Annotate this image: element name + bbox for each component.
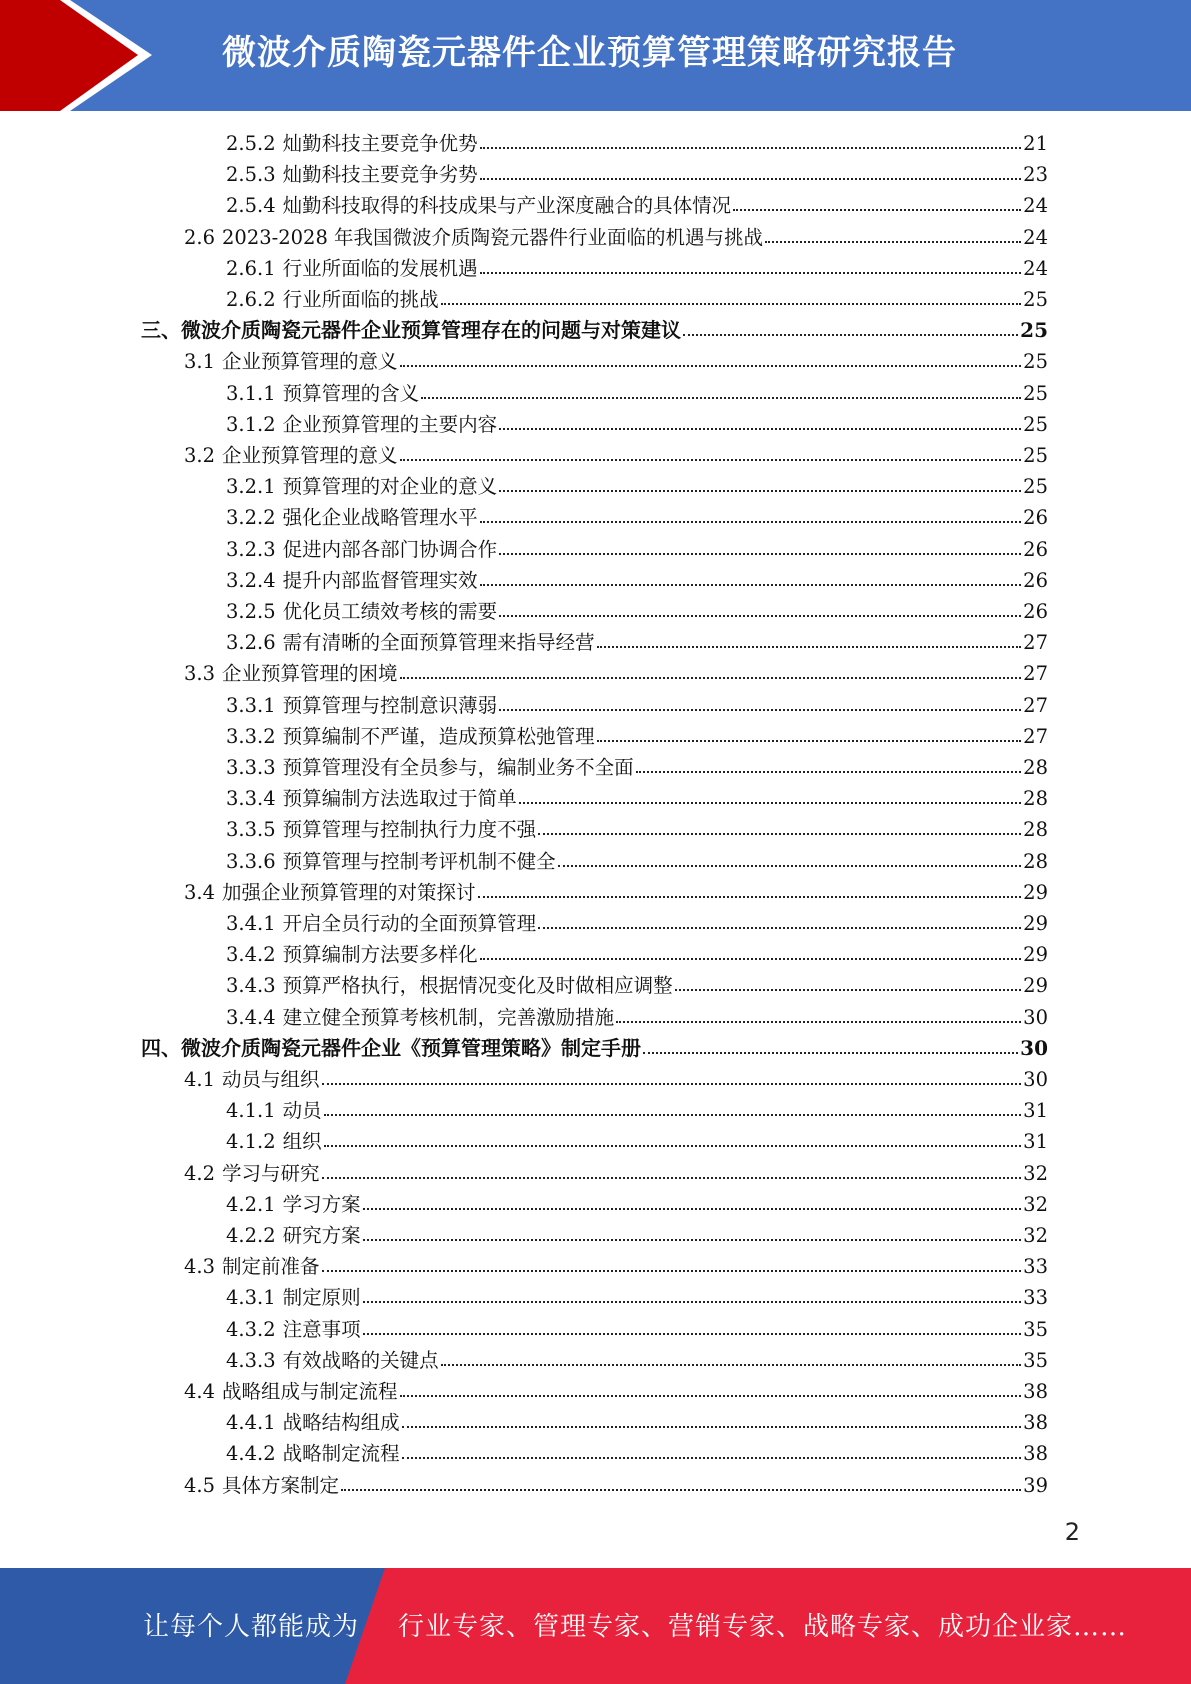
toc-entry-number: 3.4 [184, 880, 216, 904]
toc-entry-title: 强化企业战略管理水平 [282, 506, 478, 530]
toc-entry-page: 33 [1023, 1255, 1048, 1279]
toc-dot-leader [478, 880, 1022, 898]
toc-entry-page: 25 [1023, 475, 1048, 499]
toc-entry[interactable] [184, 222, 1048, 253]
toc-entry-number: 2.5.3 [226, 163, 276, 187]
toc-entry-title: 提升内部监督管理实效 [282, 568, 478, 592]
toc-dot-leader [616, 1005, 1021, 1023]
toc-entry-page: 28 [1023, 818, 1048, 842]
toc-entry[interactable] [184, 658, 1048, 689]
toc-entry-number: 4.2.1 [226, 1192, 276, 1216]
toc-entry-number: 4.1.2 [226, 1130, 276, 1154]
toc-entry-page: 35 [1023, 1348, 1048, 1372]
toc-dot-leader [324, 1129, 1022, 1147]
toc-entry[interactable] [184, 1376, 1048, 1407]
toc-dot-leader [558, 849, 1022, 867]
toc-entry[interactable] [226, 378, 1048, 409]
toc-entry-title: 优化员工绩效考核的需要 [282, 600, 498, 623]
toc-entry-number: 3.2.4 [226, 568, 276, 592]
toc-entry-title: 加强企业预算管理的对策探讨 [222, 880, 476, 904]
toc-entry-title: 组织 [282, 1130, 322, 1154]
toc-dot-leader [400, 443, 1022, 461]
toc-entry-page: 38 [1023, 1442, 1048, 1466]
toc-entry-number: 3.2 [184, 444, 216, 467]
toc-entry[interactable] [226, 939, 1048, 970]
footer-slogan-left: 让每个人都能成为 [143, 1612, 360, 1642]
toc-dot-leader [402, 1441, 1022, 1459]
toc-dot-leader [441, 1348, 1022, 1366]
toc-entry-page: 28 [1023, 787, 1048, 811]
toc-entry-title: 企业预算管理的意义 [222, 444, 398, 467]
toc-entry-title: 战略组成与制定流程 [222, 1380, 398, 1403]
toc-entry[interactable] [226, 284, 1048, 315]
toc-entry-page: 25 [1023, 350, 1048, 374]
toc-entry-title: 预算管理与控制考评机制不健全 [282, 849, 556, 873]
toc-dot-leader [538, 817, 1021, 835]
toc-entry-number: 4.3 [184, 1255, 216, 1279]
toc-entry[interactable] [226, 1126, 1048, 1157]
toc-entry-title: 战略制定流程 [282, 1442, 400, 1466]
toc-entry[interactable] [226, 1095, 1048, 1126]
header-arrow-graphic [0, 0, 160, 111]
toc-entry[interactable] [226, 409, 1048, 440]
toc-entry[interactable] [226, 253, 1048, 284]
toc-entry-number: 四、 [141, 1035, 181, 1060]
toc-entry-title: 预算管理与控制意识薄弱 [282, 693, 498, 717]
toc-entry-title: 促进内部各部门协调合作 [282, 537, 498, 561]
toc-entry[interactable] [226, 159, 1048, 190]
toc-entry[interactable] [184, 1251, 1048, 1282]
toc-entry-page: 25 [1023, 444, 1048, 467]
toc-entry[interactable] [226, 1220, 1048, 1251]
toc-dot-leader [683, 318, 1018, 336]
toc-entry-title: 有效战略的关键点 [282, 1348, 439, 1372]
toc-entry-title: 灿勤科技主要竞争优势 [282, 132, 478, 155]
toc-entry-number: 3.3.3 [226, 756, 276, 779]
toc-entry[interactable] [226, 783, 1048, 814]
toc-dot-leader [499, 693, 1021, 711]
toc-entry-number: 2.5.2 [226, 132, 276, 155]
toc-entry[interactable] [226, 1002, 1048, 1033]
toc-entry-page: 32 [1023, 1161, 1048, 1185]
toc-entry-title: 行业所面临的挑战 [282, 288, 439, 311]
toc-entry[interactable] [226, 471, 1048, 502]
toc-entry-title: 预算严格执行，根据情况变化及时做相应调整 [282, 974, 673, 998]
toc-dot-leader [322, 1067, 1022, 1085]
toc-entry-number: 3.4.2 [226, 943, 276, 967]
toc-entry-title: 企业预算管理的主要内容 [282, 412, 498, 436]
toc-entry-number: 3.3.6 [226, 849, 276, 873]
toc-entry-number: 3.3.1 [226, 693, 276, 717]
toc-entry-page: 38 [1023, 1380, 1048, 1403]
toc-dot-leader [322, 1254, 1022, 1272]
toc-entry[interactable] [141, 315, 1048, 346]
toc-entry-title: 预算编制方法要多样化 [282, 943, 478, 967]
toc-entry-number: 2.6 [184, 225, 216, 249]
toc-entry-title: 动员与组织 [222, 1068, 320, 1091]
toc-dot-leader [499, 599, 1021, 617]
document-title: 微波介质陶瓷元器件企业预算管理策略研究报告 [222, 33, 957, 73]
toc-entry-number: 4.3.2 [226, 1317, 276, 1341]
toc-entry[interactable] [226, 1345, 1048, 1376]
toc-entry-title: 制定前准备 [222, 1255, 320, 1279]
toc-entry-number: 4.4.1 [226, 1411, 276, 1435]
toc-entry[interactable] [184, 1470, 1048, 1501]
page-footer [0, 1568, 1191, 1684]
toc-entry-page: 26 [1023, 568, 1048, 592]
toc-entry-number: 4.1 [184, 1068, 216, 1091]
toc-entry-page: 31 [1023, 1099, 1048, 1123]
footer-slogan-right: 行业专家、管理专家、营销专家、战略专家、成功企业家…… [398, 1612, 1128, 1642]
toc-entry-number: 4.2 [184, 1161, 216, 1185]
toc-dot-leader [363, 1192, 1022, 1210]
toc-dot-leader [597, 724, 1022, 742]
toc-dot-leader [480, 505, 1022, 523]
toc-entry-page: 29 [1023, 974, 1048, 998]
toc-entry-page: 24 [1023, 194, 1048, 218]
toc-entry[interactable] [226, 534, 1048, 565]
toc-entry-page: 30 [1023, 1068, 1048, 1091]
toc-entry-page: 27 [1023, 693, 1048, 717]
toc-entry-page: 24 [1023, 256, 1048, 280]
toc-entry[interactable] [226, 1438, 1048, 1469]
toc-entry-page: 27 [1023, 724, 1048, 748]
toc-entry-page: 23 [1023, 163, 1048, 187]
toc-entry-number: 3.2.6 [226, 631, 276, 655]
toc-entry-number: 3.1.2 [226, 412, 276, 436]
toc-dot-leader [675, 973, 1022, 991]
toc-entry-title: 预算编制方法选取过于简单 [282, 787, 517, 811]
toc-entry[interactable] [184, 1064, 1048, 1095]
toc-entry-number: 3.2.1 [226, 475, 276, 499]
toc-entry-page: 31 [1023, 1130, 1048, 1154]
toc-entry-number: 3.4.3 [226, 974, 276, 998]
toc-entry-page: 29 [1023, 912, 1048, 935]
toc-entry[interactable] [226, 627, 1048, 658]
toc-entry-number: 2.5.4 [226, 194, 276, 218]
toc-dot-leader [538, 911, 1021, 929]
toc-dot-leader [480, 162, 1022, 180]
toc-entry[interactable] [226, 1407, 1048, 1438]
toc-entry[interactable] [226, 596, 1048, 627]
toc-entry-title: 建立健全预算考核机制，完善激励措施 [282, 1005, 615, 1029]
toc-dot-leader [363, 1285, 1022, 1303]
toc-entry-number: 3.4.4 [226, 1005, 276, 1029]
toc-dot-leader [499, 412, 1021, 430]
toc-entry-number: 4.3.1 [226, 1286, 276, 1310]
toc-entry-title: 2023-2028 年我国微波介质陶瓷元器件行业面临的机遇与挑战 [222, 225, 764, 249]
toc-entry[interactable] [226, 814, 1048, 845]
toc-entry-title: 预算管理的对企业的意义 [282, 475, 498, 499]
toc-entry-number: 4.1.1 [226, 1099, 276, 1123]
toc-entry-number: 4.5 [184, 1473, 216, 1497]
page-header [0, 0, 1191, 111]
toc-entry-number: 3.2.2 [226, 506, 276, 530]
toc-entry[interactable] [226, 1282, 1048, 1313]
toc-entry-page: 29 [1023, 943, 1048, 967]
toc-entry-title: 行业所面临的发展机遇 [282, 256, 478, 280]
toc-dot-leader [400, 661, 1022, 679]
toc-entry-number: 4.4.2 [226, 1442, 276, 1466]
toc-entry-page: 28 [1023, 756, 1048, 779]
toc-entry-page: 26 [1023, 600, 1048, 623]
toc-entry[interactable] [226, 190, 1048, 221]
page-number: 2 [1064, 1518, 1080, 1546]
toc-entry-page: 35 [1023, 1317, 1048, 1341]
toc-entry-title: 注意事项 [282, 1317, 361, 1341]
toc-dot-leader [480, 942, 1022, 960]
toc-entry-page: 33 [1023, 1286, 1048, 1310]
toc-entry-number: 3.1 [184, 350, 216, 374]
toc-entry-title: 战略结构组成 [282, 1411, 400, 1435]
toc-entry-number: 4.3.3 [226, 1348, 276, 1372]
toc-dot-leader [322, 1161, 1022, 1179]
toc-entry[interactable] [184, 440, 1048, 471]
toc-entry-number: 2.6.1 [226, 256, 276, 280]
toc-entry-title: 预算管理的含义 [282, 381, 420, 405]
toc-entry[interactable] [184, 877, 1048, 908]
toc-entry-page: 21 [1023, 132, 1048, 155]
toc-entry-page: 27 [1023, 631, 1048, 655]
toc-entry[interactable] [226, 908, 1048, 939]
toc-entry-number: 3.3 [184, 662, 216, 686]
toc-dot-leader [499, 474, 1021, 492]
toc-entry[interactable] [184, 346, 1048, 377]
toc-entry-title: 企业预算管理的困境 [222, 662, 398, 686]
toc-entry-title: 微波介质陶瓷元器件企业预算管理存在的问题与对策建议 [181, 318, 681, 343]
toc-entry-title: 预算管理与控制执行力度不强 [282, 818, 537, 842]
toc-entry-title: 预算编制不严谨，造成预算松弛管理 [282, 724, 595, 748]
toc-dot-leader [400, 1379, 1022, 1397]
toc-entry[interactable] [226, 502, 1048, 533]
toc-dot-leader [421, 381, 1021, 399]
toc-entry-number: 3.3.2 [226, 724, 276, 748]
toc-entry-title: 灿勤科技取得的科技成果与产业深度融合的具体情况 [282, 194, 732, 218]
toc-dot-leader [733, 193, 1021, 211]
toc-entry-title: 研究方案 [282, 1224, 361, 1247]
toc-entry[interactable] [226, 1189, 1048, 1220]
toc-entry-number: 4.4 [184, 1380, 216, 1403]
toc-entry-title: 需有清晰的全面预算管理来指导经营 [282, 631, 595, 655]
toc-entry[interactable] [141, 1033, 1048, 1064]
toc-entry-number: 3.4.1 [226, 912, 276, 935]
toc-dot-leader [597, 630, 1022, 648]
toc-entry-title: 企业预算管理的意义 [222, 350, 398, 374]
toc-entry-page: 32 [1023, 1192, 1048, 1216]
toc-entry-title: 制定原则 [282, 1286, 361, 1310]
toc-entry-title: 学习方案 [282, 1192, 361, 1216]
toc-dot-leader [765, 225, 1021, 243]
toc-entry-page: 39 [1023, 1473, 1048, 1497]
toc-entry-title: 微波介质陶瓷元器件企业《预算管理策略》制定手册 [181, 1035, 641, 1060]
toc-entry[interactable] [226, 1314, 1048, 1345]
toc-entry-page: 38 [1023, 1411, 1048, 1435]
toc-entry-number: 4.2.2 [226, 1224, 276, 1247]
toc-entry-page: 29 [1023, 880, 1048, 904]
toc-entry-title: 开启全员行动的全面预算管理 [282, 912, 537, 935]
toc-entry-page: 25 [1020, 318, 1048, 343]
toc-dot-leader [402, 1410, 1022, 1428]
toc-dot-leader [519, 786, 1022, 804]
toc-entry-title: 动员 [282, 1099, 322, 1123]
toc-entry[interactable] [226, 846, 1048, 877]
toc-dot-leader [480, 568, 1022, 586]
toc-entry[interactable] [226, 721, 1048, 752]
toc-dot-leader [480, 131, 1022, 149]
toc-dot-leader [480, 256, 1022, 274]
toc-entry-page: 27 [1023, 662, 1048, 686]
toc-dot-leader [643, 1036, 1018, 1054]
toc-entry[interactable] [226, 970, 1048, 1001]
toc-entry-number: 3.1.1 [226, 381, 276, 405]
toc-entry-number: 2.6.2 [226, 288, 276, 311]
toc-entry-page: 32 [1023, 1224, 1048, 1247]
toc-entry-page: 25 [1023, 412, 1048, 436]
toc-entry-page: 25 [1023, 381, 1048, 405]
toc-entry[interactable] [226, 752, 1048, 783]
toc-entry-page: 24 [1023, 225, 1048, 249]
toc-dot-leader [363, 1317, 1022, 1335]
toc-entry-title: 学习与研究 [222, 1161, 320, 1185]
toc-dot-leader [499, 537, 1021, 555]
toc-dot-leader [324, 1098, 1022, 1116]
toc-entry-number: 3.3.5 [226, 818, 276, 842]
toc-entry-page: 26 [1023, 506, 1048, 530]
toc-entry-page: 30 [1023, 1005, 1048, 1029]
toc-entry-page: 30 [1020, 1035, 1048, 1060]
toc-entry-page: 25 [1023, 288, 1048, 311]
toc-entry-number: 三、 [141, 318, 181, 343]
toc-entry-page: 26 [1023, 537, 1048, 561]
toc-dot-leader [636, 755, 1022, 773]
toc-dot-leader [341, 1473, 1021, 1491]
toc-entry-title: 灿勤科技主要竞争劣势 [282, 163, 478, 187]
toc-entry-number: 3.3.4 [226, 787, 276, 811]
toc-entry[interactable] [184, 1158, 1048, 1189]
toc-entry[interactable] [226, 128, 1048, 159]
toc-entry-title: 预算管理没有全员参与，编制业务不全面 [282, 756, 634, 779]
toc-entry-number: 3.2.3 [226, 537, 276, 561]
toc-entry[interactable] [226, 690, 1048, 721]
toc-entry-number: 3.2.5 [226, 600, 276, 623]
toc-dot-leader [363, 1223, 1022, 1241]
toc-entry-page: 28 [1023, 849, 1048, 873]
toc-dot-leader [441, 287, 1022, 305]
toc-entry[interactable] [226, 565, 1048, 596]
toc-dot-leader [400, 349, 1022, 367]
toc-entry-title: 具体方案制定 [222, 1473, 340, 1497]
